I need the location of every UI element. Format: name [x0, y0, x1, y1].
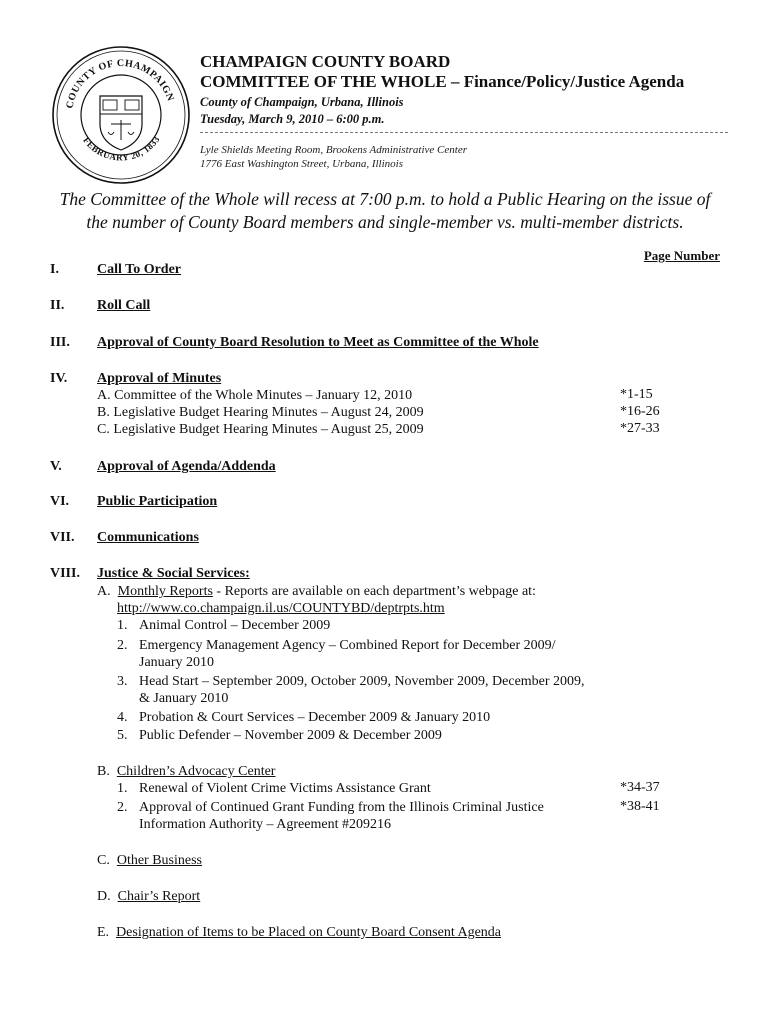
meeting-location: Lyle Shields Meeting Room, Brookens Administrative Center: [200, 144, 467, 156]
other-business-title: Other Business: [116, 853, 203, 868]
grant-item-number: 2.: [117, 800, 128, 815]
county-line: County of Champaign, Urbana, Illinois: [200, 95, 404, 109]
section-number: VI.: [50, 494, 70, 509]
subsection-monthly-reports: [97, 583, 536, 600]
committee-title: COMMITTEE OF THE WHOLE – Finance/Policy/Justice Agenda: [200, 72, 685, 91]
section-public-participation: Public Participation: [97, 494, 218, 509]
section-approval-resolution: Approval of County Board Resolution to Meet as Committee of the Whole: [97, 335, 539, 350]
section-number: VII.: [50, 530, 75, 545]
section-number: III.: [50, 335, 70, 350]
page-ref: *38-41: [620, 799, 660, 814]
subsection-letter: E.: [97, 925, 110, 940]
section-number: II.: [50, 298, 65, 313]
report-item-continued: & January 2010: [139, 691, 229, 706]
subsection-letter: D.: [97, 889, 111, 904]
grant-item-continued: Information Authority – Agreement #209216: [139, 817, 391, 832]
section-justice-social-services: Justice & Social Services:: [97, 566, 250, 581]
report-item-continued: January 2010: [139, 655, 215, 670]
section-number: I.: [50, 262, 59, 277]
monthly-reports-title: Monthly Reports: [117, 584, 213, 599]
page-ref: *1-15: [620, 387, 653, 402]
header-divider: [200, 132, 728, 134]
grant-item: Renewal of Violent Crime Victims Assistance Grant: [139, 781, 431, 796]
subsection-consent-agenda: [97, 924, 501, 941]
section-communications: Communications: [97, 530, 199, 545]
subsection-letter: C.: [97, 853, 110, 868]
childrens-advocacy-title: Children’s Advocacy Center: [116, 764, 276, 779]
report-item-number: 5.: [117, 728, 128, 743]
board-title: CHAMPAIGN COUNTY BOARD: [200, 52, 451, 71]
section-number: VIII.: [50, 566, 80, 581]
meeting-date: Tuesday, March 9, 2010 – 6:00 p.m.: [200, 112, 385, 126]
section-roll-call: Roll Call: [97, 298, 151, 313]
report-item-number: 1.: [117, 618, 128, 633]
page-ref: *34-37: [620, 780, 660, 795]
county-seal: [50, 44, 192, 186]
grant-item: Approval of Continued Grant Funding from the Illinois Criminal Justice: [139, 800, 544, 815]
page-ref: *16-26: [620, 404, 660, 419]
section-approval-minutes: Approval of Minutes: [97, 371, 222, 386]
subsection-childrens-advocacy: [97, 763, 275, 780]
subsection-chairs-report: [97, 888, 200, 905]
subsection-other-business: [97, 852, 202, 869]
minutes-item: A. Committee of the Whole Minutes – January 12, 2010: [97, 388, 413, 403]
report-item-number: 4.: [117, 710, 128, 725]
chairs-report-title: Chair’s Report: [117, 889, 201, 904]
recess-notice-line1: The Committee of the Whole will recess at 7:00 p.m. to hold a Public Hearing on the issue of: [59, 189, 711, 209]
report-item: Public Defender – November 2009 & December 2009: [139, 728, 442, 743]
page-number-header: Page Number: [643, 248, 720, 263]
monthly-reports-desc: - Reports are available on each department’s webpage at:: [212, 584, 536, 599]
subsection-letter: A.: [97, 584, 111, 599]
report-item: Head Start – September 2009, October 2009, November 2009, December 2009,: [139, 674, 585, 689]
section-call-to-order: Call To Order: [97, 262, 182, 277]
subsection-letter: B.: [97, 764, 110, 779]
minutes-item: C. Legislative Budget Hearing Minutes – August 25, 2009: [97, 422, 424, 437]
report-item: Animal Control – December 2009: [139, 618, 331, 633]
section-number: IV.: [50, 371, 68, 386]
department-reports-link[interactable]: http://www.co.champaign.il.us/COUNTYBD/deptrpts.htm: [117, 601, 445, 616]
grant-item-number: 1.: [117, 781, 128, 796]
recess-notice-line2: the number of County Board members and single-member vs. multi-member districts.: [86, 212, 684, 232]
meeting-address: 1776 East Washington Street, Urbana, Illinois: [200, 158, 403, 170]
section-number: V.: [50, 459, 62, 474]
seal-text-bottom: FEBRUARY 20, 1833: [81, 134, 162, 163]
report-item-number: 2.: [117, 638, 128, 653]
minutes-item: B. Legislative Budget Hearing Minutes – August 24, 2009: [97, 405, 424, 420]
report-item: Probation & Court Services – December 2009 & January 2010: [139, 710, 491, 725]
page-ref: *27-33: [620, 421, 660, 436]
consent-agenda-title: Designation of Items to be Placed on County Board Consent Agenda: [116, 925, 502, 940]
section-approval-agenda: Approval of Agenda/Addenda: [97, 459, 276, 474]
seal-text-top: COUNTY OF CHAMPAIGN: [64, 57, 176, 110]
report-item-number: 3.: [117, 674, 128, 689]
report-item: Emergency Management Agency – Combined Report for December 2009/: [139, 638, 556, 653]
